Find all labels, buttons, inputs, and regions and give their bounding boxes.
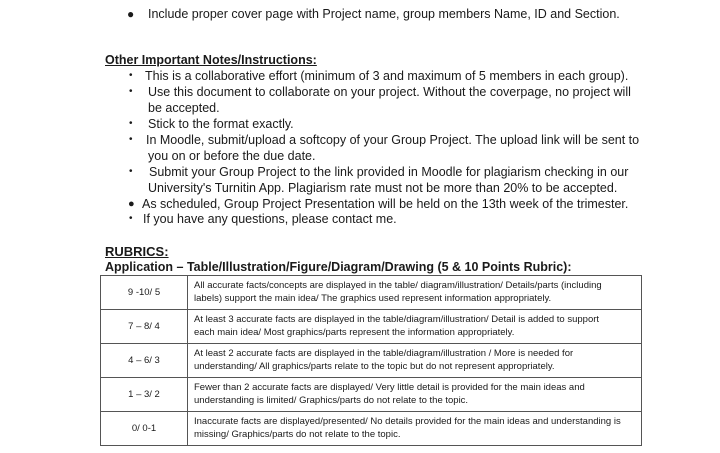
rubrics-title: RUBRICS:: [105, 244, 169, 259]
bullet-icon: •: [129, 134, 133, 145]
rubric-desc-line: missing/ Graphics/parts do not relate to the topic.: [194, 428, 401, 440]
bullet-icon: •: [129, 166, 133, 177]
rubric-description: [188, 344, 642, 378]
rubric-score: 4 – 6/ 3: [101, 344, 188, 378]
rubric-desc-line: each main idea/ Most graphics/parts represent the information appropriately.: [194, 326, 515, 338]
rubric-row: [101, 276, 642, 310]
bullet-icon: ●: [127, 7, 135, 21]
rubric-desc-line: labels) support the main idea/ The graphics used represent information appropriately.: [194, 292, 552, 304]
rubric-row: [101, 412, 642, 446]
rubric-row: [101, 310, 642, 344]
note-line: This is a collaborative effort (minimum of 3 and maximum of 5 members in each group).: [145, 69, 629, 83]
rubric-desc-line: Fewer than 2 accurate facts are displayed/ Very little detail is provided for the main ideas and: [194, 382, 585, 393]
rubric-score: 1 – 3/ 2: [101, 378, 188, 412]
bullet-icon: •: [129, 86, 133, 97]
rubric-desc-line: All accurate facts/concepts are displayed in the table/ diagram/illustration/ Details/parts (including: [194, 280, 602, 291]
rubric-desc-line: understanding/ All graphics/parts relate to the topic but do not represent appropriately.: [194, 360, 555, 372]
rubric-row: [101, 344, 642, 378]
notes-heading: Other Important Notes/Instructions:: [105, 53, 317, 67]
note-line: University's Turnitin App. Plagiarism rate must not be more than 20% to be accepted.: [148, 181, 618, 195]
note-line: In Moodle, submit/upload a softcopy of your Group Project. The upload link will be sent to: [146, 133, 640, 147]
rubric-desc-line: Inaccurate facts are displayed/presented/ No details provided for the main ideas and understanding is: [194, 416, 621, 427]
rubric-description: [188, 378, 642, 412]
bullet-icon: •: [129, 70, 133, 81]
note-line: If you have any questions, please contact me.: [143, 212, 397, 226]
bullet-text: Include proper cover page with Project name, group members Name, ID and Section.: [148, 7, 620, 21]
note-line: Submit your Group Project to the link provided in Moodle for plagiarism checking in our: [149, 165, 629, 179]
bullet-icon: •: [129, 118, 133, 129]
rubric-score: 9 -10/ 5: [101, 276, 188, 310]
rubric-table: [100, 275, 642, 446]
rubric-description: [188, 412, 642, 446]
rubric-score: 0/ 0-1: [101, 412, 188, 446]
rubric-description: [188, 276, 642, 310]
rubric-score: 7 – 8/ 4: [101, 310, 188, 344]
rubric-desc-line: At least 3 accurate facts are displayed in the table/diagram/illustration/ Detail is added to support: [194, 314, 600, 325]
note-line: be accepted.: [148, 101, 220, 115]
rubric-desc-line: At least 2 accurate facts are displayed in the table/diagram/illustration / More is needed for: [194, 348, 574, 359]
bullet-icon: •: [129, 213, 133, 224]
rubric-row: [101, 378, 642, 412]
rubric-description: [188, 310, 642, 344]
note-line: As scheduled, Group Project Presentation will be held on the 13th week of the trimester.: [142, 197, 629, 211]
bullet-icon: ●: [128, 198, 135, 210]
rubrics-subtitle: Application – Table/Illustration/Figure/Diagram/Drawing (5 & 10 Points Rubric):: [105, 260, 572, 274]
note-line: Use this document to collaborate on your project. Without the coverpage, no project will: [148, 85, 631, 99]
note-line: you on or before the due date.: [148, 149, 316, 163]
rubric-desc-line: understanding is limited/ Graphics/parts do not relate to the topic.: [194, 394, 469, 406]
note-line: Stick to the format exactly.: [148, 117, 294, 131]
